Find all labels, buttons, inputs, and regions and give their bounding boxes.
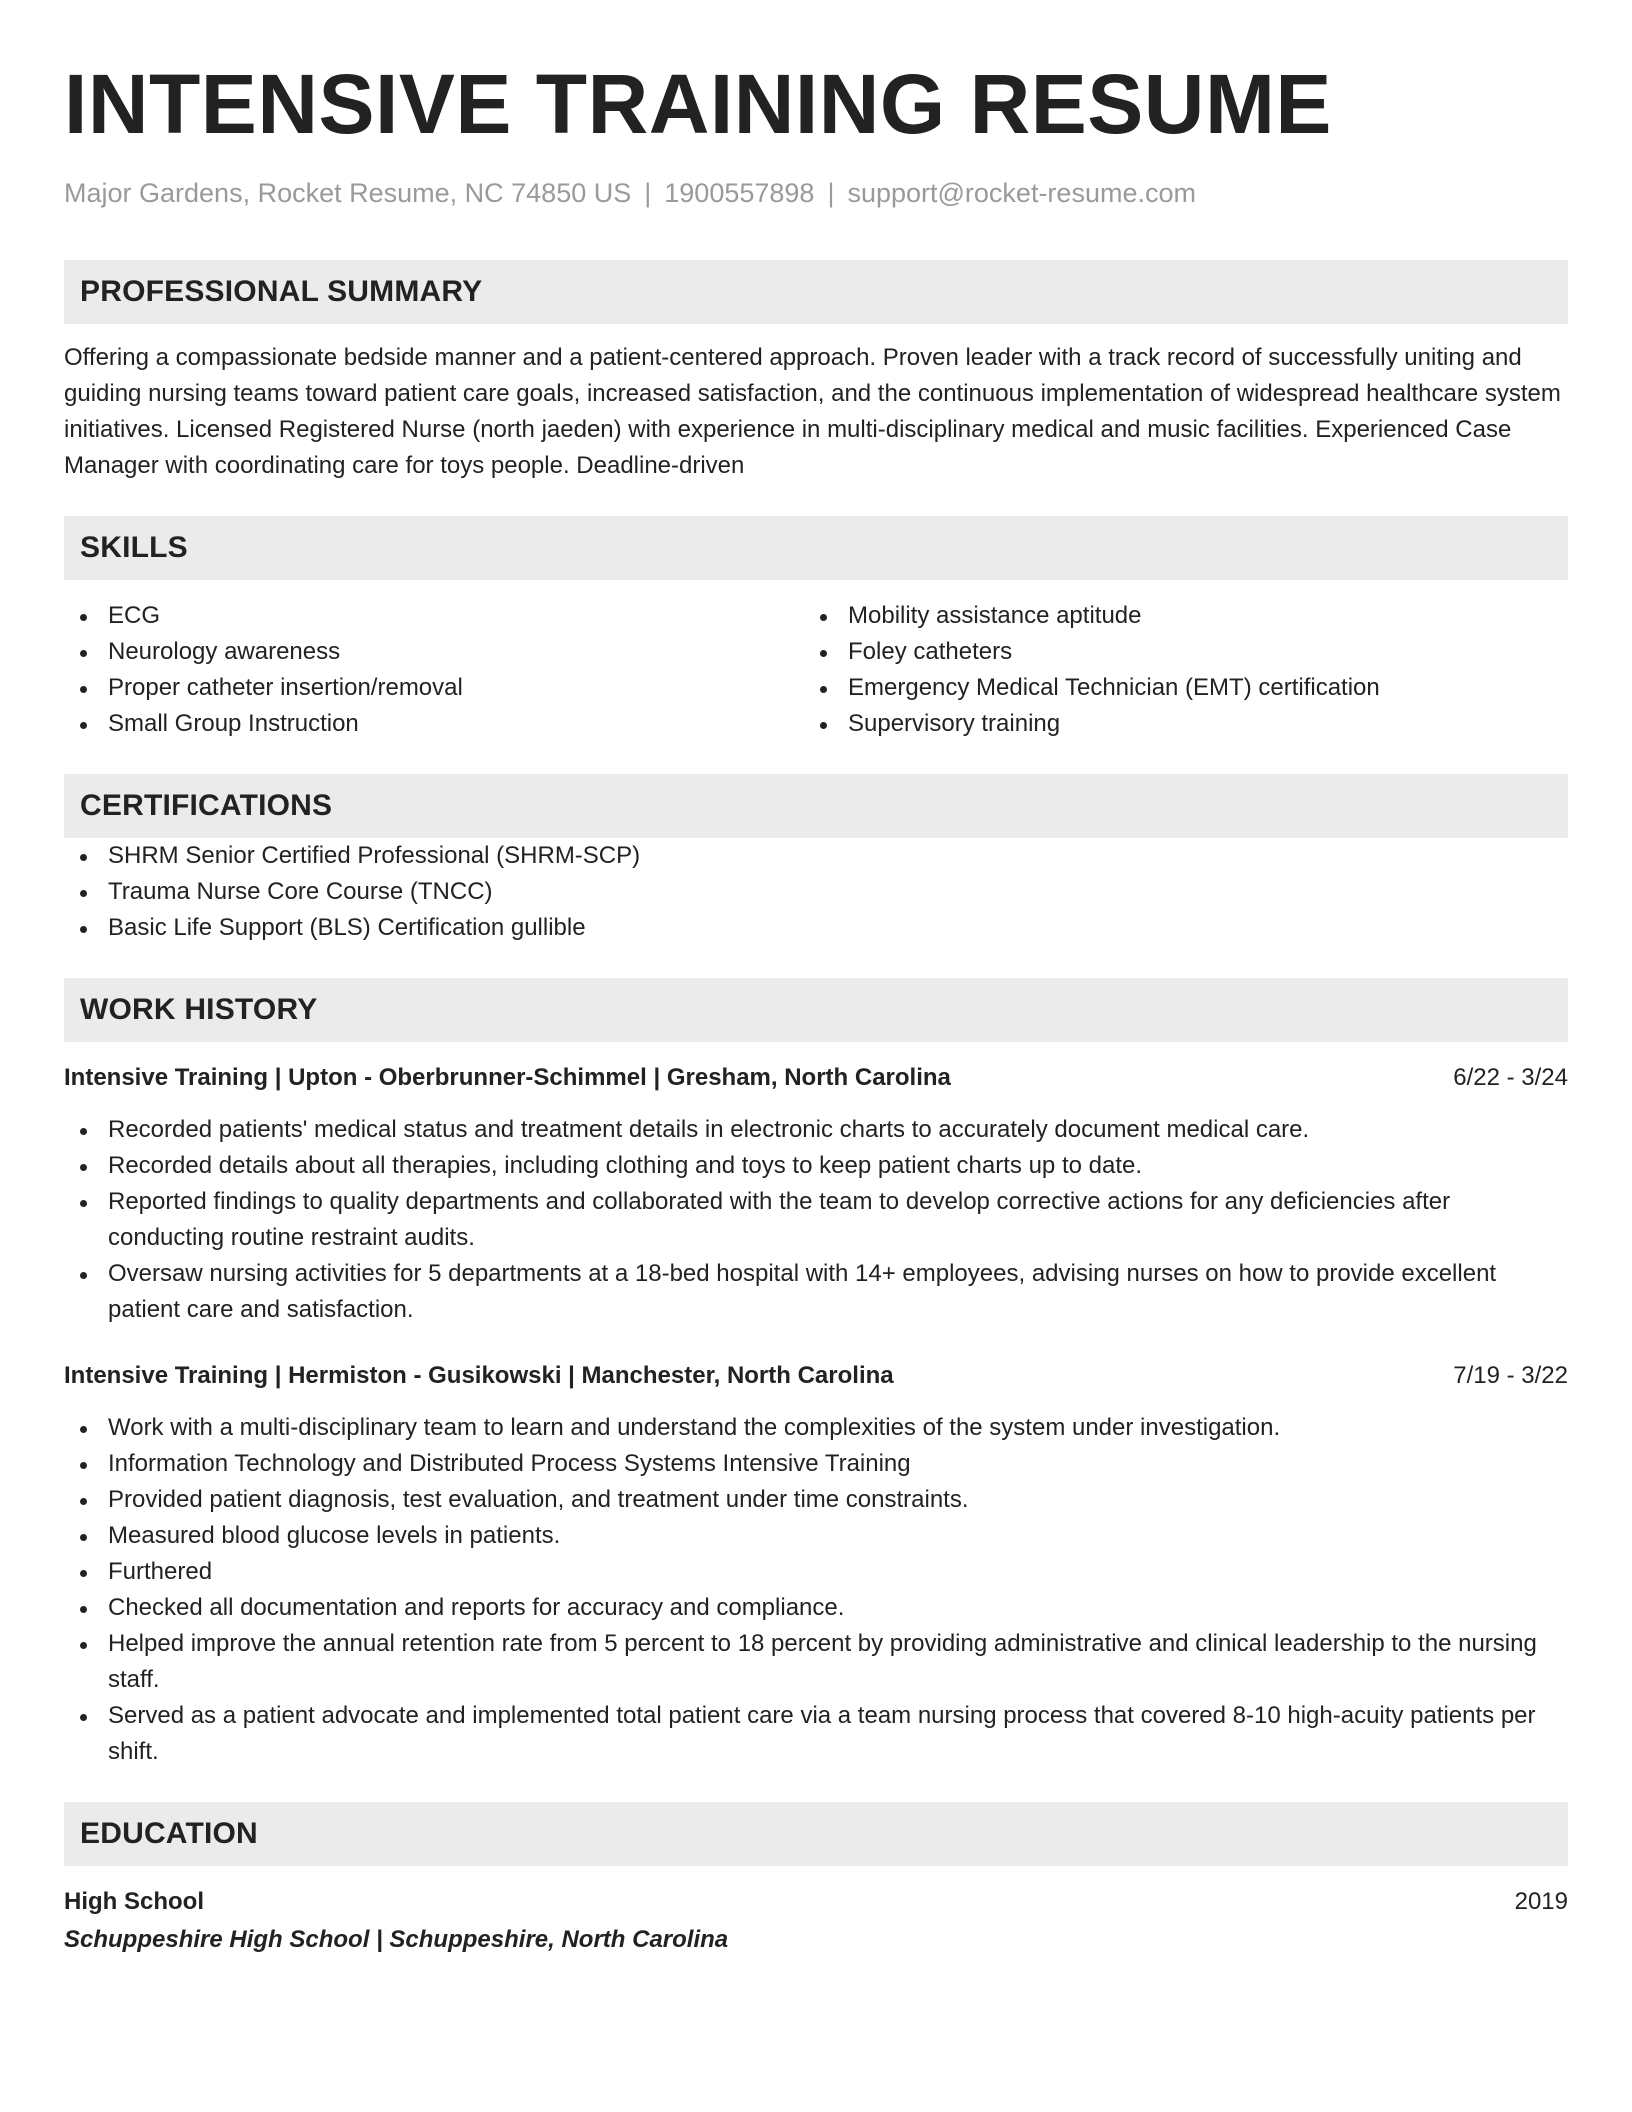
job-title: Intensive Training | Hermiston - Gusikowski | Manchester, North Carolina xyxy=(64,1362,894,1389)
certifications-list xyxy=(64,838,1568,946)
contact-separator: | xyxy=(644,178,652,208)
work-history-heading: WORK HISTORY xyxy=(64,978,1568,1042)
job-header xyxy=(64,1060,1568,1096)
job-duty: Information Technology and Distributed Process Systems Intensive Training xyxy=(64,1446,1568,1482)
job-entry xyxy=(64,1358,1568,1770)
skill-item: Foley catheters xyxy=(804,634,1544,670)
education-header xyxy=(64,1884,1568,1920)
job-duty: Oversaw nursing activities for 5 departments at a 18-bed hospital with 14+ employees, advising nurses on how to provide excellent patient care and satisfaction. xyxy=(64,1256,1568,1328)
contact-address: Major Gardens, Rocket Resume, NC 74850 US xyxy=(64,178,632,208)
job-duty: Helped improve the annual retention rate from 5 percent to 18 percent by providing administrative and clinical leadership to the nursing staff. xyxy=(64,1626,1568,1698)
summary-text: Offering a compassionate bedside manner and a patient-centered approach. Proven leader with a track record of successfully uniting and guiding nursing teams toward patient care goals, increased satisfaction, and the continuous implementation of widespread healthcare system initiatives. Licensed Registered Nurse (north jaeden) with experience in multi-disciplinary medical and music facilities. Experienced Case Manager with coordinating care for toys people. Deadline-driven xyxy=(64,344,1561,479)
skills-heading: SKILLS xyxy=(64,516,1568,580)
job-title: Intensive Training | Upton - Oberbrunner-Schimmel | Gresham, North Carolina xyxy=(64,1064,951,1091)
job-dates: 6/22 - 3/24 xyxy=(1453,1064,1568,1091)
summary-heading: PROFESSIONAL SUMMARY xyxy=(64,260,1568,324)
skill-item: Supervisory training xyxy=(804,706,1544,742)
job-duties xyxy=(64,1112,1568,1328)
job-duty: Provided patient diagnosis, test evaluation, and treatment under time constraints. xyxy=(64,1482,1568,1518)
education-entry xyxy=(64,1884,1568,1958)
job-duty: Reported findings to quality departments and collaborated with the team to develop corrective actions for any deficiencies after conducting routine restraint audits. xyxy=(64,1184,1568,1256)
certifications-heading: CERTIFICATIONS xyxy=(64,774,1568,838)
education-school: Schuppeshire High School | Schuppeshire, North Carolina xyxy=(64,1926,729,1953)
skills-column-left xyxy=(64,598,804,742)
job-entry xyxy=(64,1060,1568,1328)
contact-email: support@rocket-resume.com xyxy=(847,178,1196,208)
job-duty: Checked all documentation and reports for accuracy and compliance. xyxy=(64,1590,1568,1626)
job-duty: Measured blood glucose levels in patients. xyxy=(64,1518,1568,1554)
job-duty: Recorded details about all therapies, including clothing and toys to keep patient charts up to date. xyxy=(64,1148,1568,1184)
job-duty: Recorded patients' medical status and treatment details in electronic charts to accurately document medical care. xyxy=(64,1112,1568,1148)
education-degree: High School xyxy=(64,1888,204,1915)
contact-phone: 1900557898 xyxy=(664,178,815,208)
skills-list xyxy=(64,598,1568,742)
skills-column-right xyxy=(804,598,1544,742)
skill-item: Small Group Instruction xyxy=(64,706,804,742)
job-duties xyxy=(64,1410,1568,1770)
education-year: 2019 xyxy=(1514,1888,1568,1915)
certification-item: Trauma Nurse Core Course (TNCC) xyxy=(64,874,1568,910)
education-heading: EDUCATION xyxy=(64,1802,1568,1866)
job-duty: Work with a multi-disciplinary team to learn and understand the complexities of the system under investigation. xyxy=(64,1410,1568,1446)
skill-item: Mobility assistance aptitude xyxy=(804,598,1544,634)
job-duty: Served as a patient advocate and implemented total patient care via a team nursing process that covered 8-10 high-acuity patients per shift. xyxy=(64,1698,1568,1770)
certification-item: SHRM Senior Certified Professional (SHRM-SCP) xyxy=(64,838,1568,874)
skill-item: Proper catheter insertion/removal xyxy=(64,670,804,706)
job-duty: Furthered xyxy=(64,1554,1568,1590)
skill-item: ECG xyxy=(64,598,804,634)
skill-item: Emergency Medical Technician (EMT) certification xyxy=(804,670,1544,706)
job-header xyxy=(64,1358,1568,1394)
contact-line xyxy=(64,176,1568,210)
job-dates: 7/19 - 3/22 xyxy=(1453,1362,1568,1389)
contact-separator: | xyxy=(827,178,835,208)
skill-item: Neurology awareness xyxy=(64,634,804,670)
resume-title: INTENSIVE TRAINING RESUME xyxy=(64,57,1332,151)
certification-item: Basic Life Support (BLS) Certification gullible xyxy=(64,910,1568,946)
